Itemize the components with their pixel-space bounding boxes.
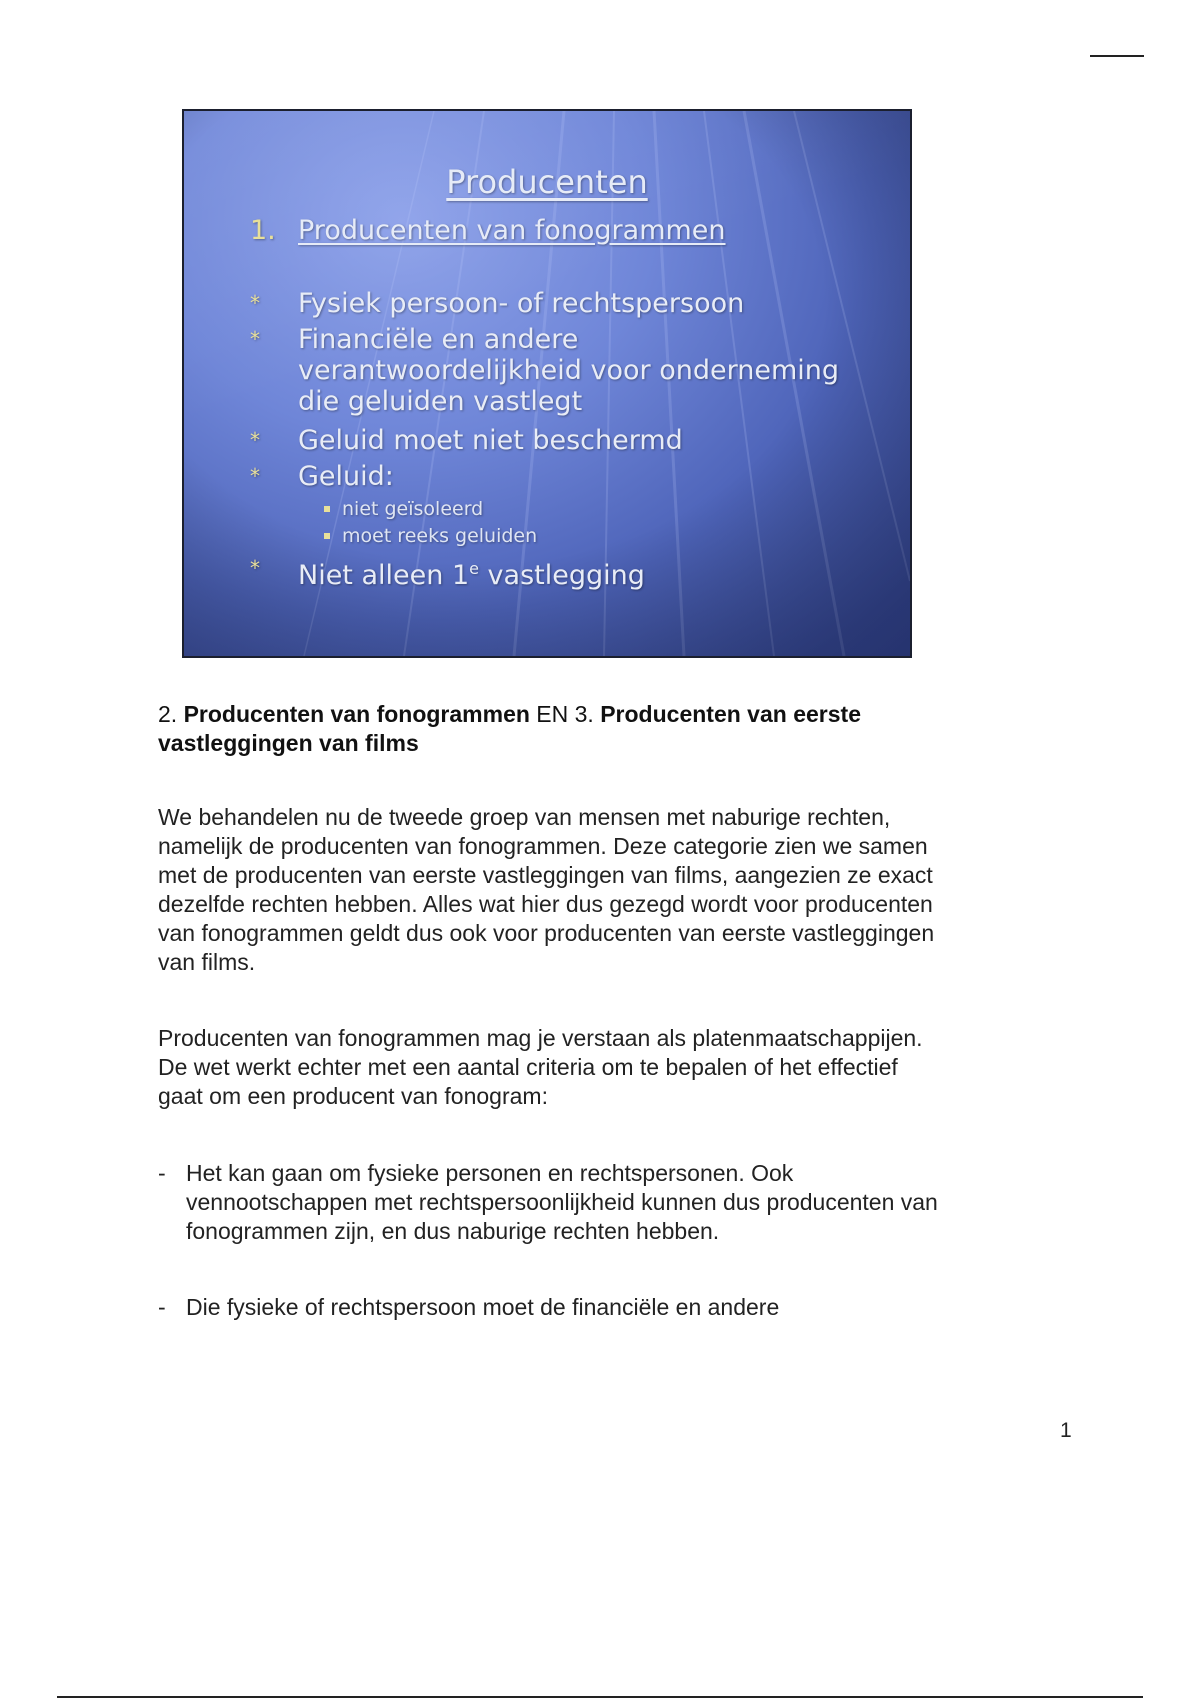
- asterisk-bullet-icon: *: [250, 556, 260, 580]
- slide-subtitle: [250, 215, 726, 246]
- body-paragraph: We behandelen nu de tweede groep van mensen met naburige rechten, namelijk de producenten van fonogrammen. Deze categorie zien we samen met de producenten van eerste vastleggingen van films, aangezien ze exact dezelfde rechten hebben. Alles wat hier dus gezegd wordt voor producenten van fonogrammen geldt dus ook voor producenten van eerste vastleggingen van films.: [158, 804, 935, 975]
- square-bullet-icon: [324, 506, 330, 512]
- dash-bullet-icon: -: [158, 1294, 166, 1320]
- footer-rule: [57, 1696, 1143, 1698]
- asterisk-bullet-icon: *: [250, 291, 260, 315]
- square-bullet-icon: [324, 533, 330, 539]
- slide-title: Producenten: [446, 163, 648, 201]
- asterisk-bullet-icon: *: [250, 428, 260, 452]
- slide-subtitle-text: Producenten van fonogrammen: [298, 215, 726, 246]
- slide-subtitle-number: 1.: [250, 215, 276, 246]
- section-heading: 2. Producenten van fonogrammen EN 3. Producenten van eerste vastleggingen van films: [158, 701, 861, 756]
- page-number: 1: [1060, 1419, 1072, 1442]
- slide-image: Producenten 1. Producenten van fonogrammen * Fysiek persoon- of rechtspersoon * Financiële en andere verantwoordelijkheid voor onderneming die geluiden vastlegt * Geluid moet niet beschermd * Geluid: niet geïsoleerd moet reeks geluiden * Niet alleen 1e vastlegging: [182, 109, 912, 658]
- body-paragraph: Producenten van fonogrammen mag je verstaan als platenmaatschappijen. De wet werkt echter met een aantal criteria om te bepalen of het effectief gaat om een producent van fonogram:: [158, 1025, 923, 1109]
- dash-bullet-icon: -: [158, 1160, 166, 1186]
- asterisk-bullet-icon: *: [250, 464, 260, 488]
- asterisk-bullet-icon: *: [250, 327, 260, 351]
- header-rule: [1090, 55, 1144, 57]
